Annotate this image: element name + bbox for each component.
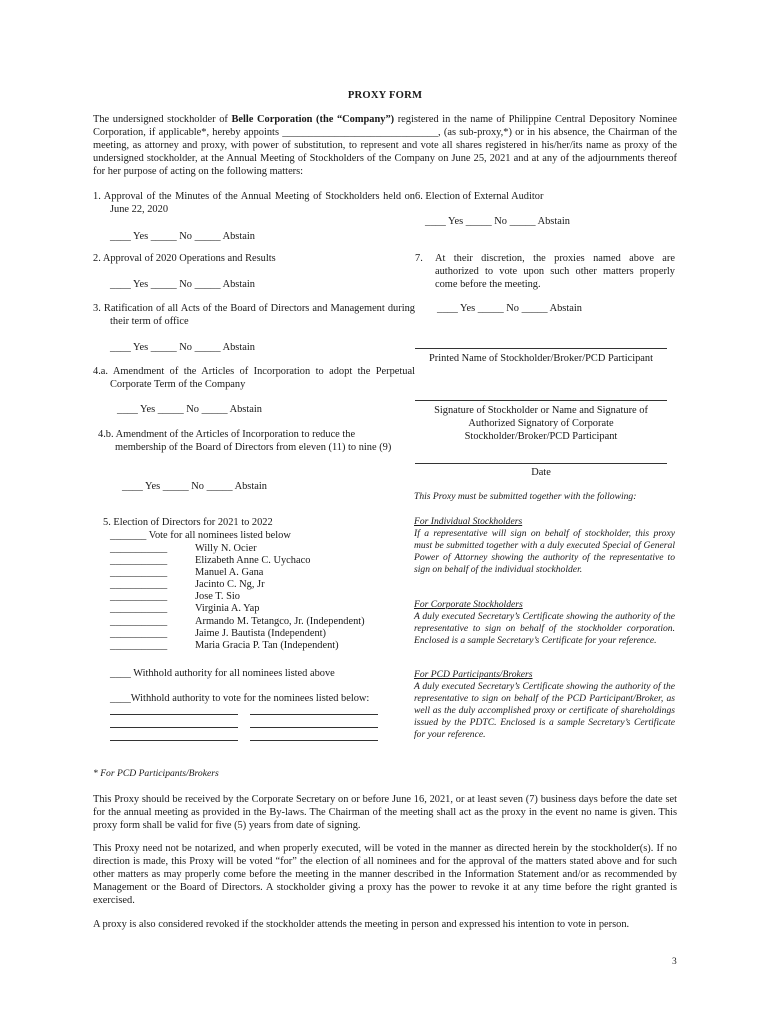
requirements-intro: This Proxy must be submitted together with the following: xyxy=(414,491,637,502)
item-7-number: 7. xyxy=(415,253,423,264)
blank-line xyxy=(250,705,378,715)
item-6-auditor: 6. Election of External Auditor xyxy=(415,191,544,202)
nominee-blank: ___________ xyxy=(110,555,168,567)
intro-paragraph xyxy=(93,113,677,178)
pcd-text: A duly executed Secretary’s Certificate showing the authority of the representative to sign on behalf of the PCD Participant/Broker, as well as the duly accomplished proxy or certificate of shareholdings issued by the PDTC. Enclosed is a sample Secretary’s Certificate for your reference. xyxy=(414,681,675,740)
nominee-list xyxy=(110,542,400,651)
printed-name-line xyxy=(415,348,667,349)
item-2-operations: 2. Approval of 2020 Operations and Results xyxy=(93,253,276,264)
item-5-election: 5. Election of Directors for 2021 to 2022 xyxy=(103,517,273,528)
date-line xyxy=(415,463,667,464)
item-4a-vote: ____ Yes _____ No _____ Abstain xyxy=(117,404,262,415)
item-6-vote: ____ Yes _____ No _____ Abstain xyxy=(425,216,570,227)
withhold-all: ____ Withhold authority for all nominees listed above xyxy=(110,668,335,679)
nominee-name: Manuel A. Gana xyxy=(195,567,264,579)
nominee-blank: ___________ xyxy=(110,627,168,639)
pcd-heading: For PCD Participants/Brokers xyxy=(414,669,533,680)
nominee-blank: ___________ xyxy=(110,567,168,579)
company-name: Belle Corporation (the “Company”) xyxy=(231,114,395,125)
date-label: Date xyxy=(531,467,551,478)
item-3-vote: ____ Yes _____ No _____ Abstain xyxy=(110,342,255,353)
nominee-row xyxy=(110,542,400,554)
nominee-row xyxy=(110,578,400,590)
nominee-row xyxy=(110,590,400,602)
nominee-name: Jose T. Sio xyxy=(195,591,240,603)
nominee-row xyxy=(110,566,400,578)
footer-paragraph-1: This Proxy should be received by the Corporate Secretary on or before June 16, 2021, or at least seven (7) business days before the date set for the annual meeting as provided in the By-laws. The Chairman of the meeting shall act as the proxy in the event no name is given. This proxy form shall be valid for five (5) years from date of signing. xyxy=(93,794,677,831)
nominee-blank: ___________ xyxy=(110,543,168,554)
individual-heading: For Individual Stockholders xyxy=(414,516,523,527)
nominee-name: Willy N. Ocier xyxy=(195,543,257,554)
blank-line xyxy=(110,705,238,715)
nominee-name: Virginia A. Yap xyxy=(195,603,260,615)
printed-name-label: Printed Name of Stockholder/Broker/PCD Participant xyxy=(429,353,653,364)
nominee-blank: ___________ xyxy=(110,603,168,615)
item-7-discretion: At their discretion, the proxies named above are authorized to vote upon such other matters properly come before the meeting. xyxy=(435,253,675,290)
corporate-text: A duly executed Secretary’s Certificate showing the authority of the representative to sign on behalf of the stockholder corporation. Enclosed is a sample Secretary’s Certificate for your reference. xyxy=(414,611,675,646)
nominee-name: Elizabeth Anne C. Uychaco xyxy=(195,555,311,567)
footer-paragraph-3: A proxy is also considered revoked if the stockholder attends the meeting in person and expressed his intention to vote in person. xyxy=(93,919,630,930)
blank-line xyxy=(250,731,378,741)
item-4a-perpetual-term: 4.a. Amendment of the Articles of Incorporation to adopt the Perpetual Corporate Term of the Company xyxy=(93,366,415,390)
item-2-vote: ____ Yes _____ No _____ Abstain xyxy=(110,279,255,290)
signature-label: Signature of Stockholder or Name and Signature of Authorized Signatory of Corporate Stockholder/Broker/PCD Participant xyxy=(434,405,648,442)
nominee-name: Armando M. Tetangco, Jr. (Independent) xyxy=(195,615,365,627)
nominee-blank: ___________ xyxy=(110,579,168,591)
withhold-blank-lines xyxy=(110,705,378,744)
intro-text-start: The undersigned stockholder of xyxy=(93,114,232,125)
page-number: 3 xyxy=(672,957,677,967)
nominee-name: Maria Gracia P. Tan (Independent) xyxy=(195,639,339,651)
nominee-row xyxy=(110,602,400,614)
nominee-row xyxy=(110,639,400,651)
nominee-blank: ___________ xyxy=(110,639,168,651)
nominee-row xyxy=(110,615,400,627)
blank-line xyxy=(110,731,238,741)
nominee-row xyxy=(110,627,400,639)
signature-line xyxy=(415,400,667,401)
nominee-row xyxy=(110,554,400,566)
withhold-listed: ____Withhold authority to vote for the nominees listed below: xyxy=(110,693,370,704)
blank-line xyxy=(110,718,238,728)
blank-line xyxy=(250,718,378,728)
nominee-name: Jaime J. Bautista (Independent) xyxy=(195,627,326,639)
nominee-blank: ___________ xyxy=(110,615,168,627)
nominee-name: Jacinto C. Ng, Jr xyxy=(195,579,265,591)
item-1-minutes: 1. Approval of the Minutes of the Annual Meeting of Stockholders held on June 22, 2020 xyxy=(93,191,415,215)
footer-paragraph-2: This Proxy need not be notarized, and when properly executed, will be voted in the manner as directed herein by the stockholder(s). If no direction is made, this Proxy will be voted “for” the election of all nominees and for the approval of the matters stated above and for such other matters as may properly come before the meeting in the manner described in the Information Statement and/or as recommended by Management or the Board of Directors. A stockholder giving a proxy has the power to revoke it at any time before the right granted is exercised. xyxy=(93,843,677,906)
item-3-ratification: 3. Ratification of all Acts of the Board of Directors and Management during their term of office xyxy=(93,303,415,327)
corporate-heading: For Corporate Stockholders xyxy=(414,599,523,610)
item-1-vote: ____ Yes _____ No _____ Abstain xyxy=(110,231,255,242)
item-4b-board-reduction: 4.b. Amendment of the Articles of Incorporation to reduce the membership of the Board of Directors from eleven (11) to nine (9) xyxy=(98,429,392,453)
intro-text-rest: registered in the name of Philippine Central Depository Nominee Corporation, if applicable*, hereby appoints ______________________________, (as sub-proxy,*) or in his absence, the Chairman of the meeting, as attorney and proxy, with power of substitution, to represent and vote all shares registered in his/her/its name as proxy of the undersigned stockholder, at the Annual Meeting of Stockholders of the Company on June 25, 2021 and at any of the adjournments thereof for her purpose of acting on the following matters: xyxy=(93,114,677,177)
vote-all-nominees: _______ Vote for all nominees listed below xyxy=(110,530,291,541)
form-title: PROXY FORM xyxy=(347,90,423,101)
footnote: * For PCD Participants/Brokers xyxy=(93,768,219,779)
item-4b-vote: ____ Yes _____ No _____ Abstain xyxy=(122,481,267,492)
individual-text: If a representative will sign on behalf of stockholder, this proxy must be submitted together with a duly executed Special of General Power of Attorney showing the authority of the representative to sign on behalf of the individual stockholder. xyxy=(414,528,675,575)
nominee-blank: ___________ xyxy=(110,591,168,603)
item-7-vote: ____ Yes _____ No _____ Abstain xyxy=(437,303,582,314)
